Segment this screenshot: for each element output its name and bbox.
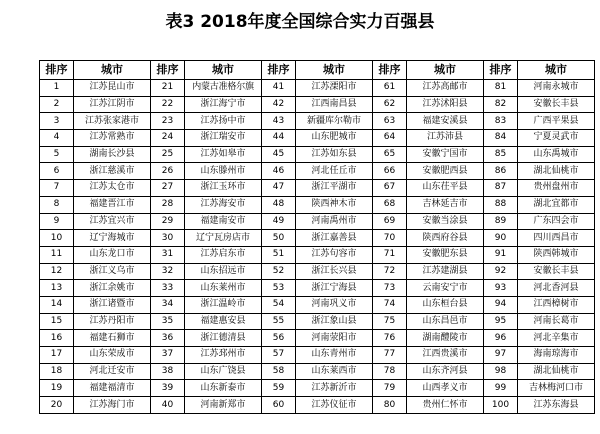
header-city: 城市	[296, 61, 373, 80]
city-cell: 山西孝义市	[407, 380, 484, 397]
table-row	[40, 313, 595, 330]
rank-cell: 95	[484, 313, 518, 330]
rank-cell: 49	[262, 213, 296, 230]
table-row	[40, 347, 595, 364]
rank-cell: 21	[151, 80, 185, 97]
rank-cell: 91	[484, 246, 518, 263]
rank-cell: 22	[151, 96, 185, 113]
rank-cell: 55	[262, 313, 296, 330]
city-cell: 江苏昆山市	[74, 80, 151, 97]
city-cell: 吉林延吉市	[407, 196, 484, 213]
city-cell: 江苏高邮市	[407, 80, 484, 97]
rank-cell: 97	[484, 347, 518, 364]
city-cell: 河南荥阳市	[296, 330, 373, 347]
rank-cell: 9	[40, 213, 74, 230]
city-cell: 海南琼海市	[518, 347, 595, 364]
rank-cell: 74	[373, 296, 407, 313]
header-city: 城市	[407, 61, 484, 80]
rank-cell: 85	[484, 146, 518, 163]
rank-cell: 16	[40, 330, 74, 347]
city-cell: 江苏溧阳市	[296, 80, 373, 97]
city-cell: 浙江慈溪市	[74, 163, 151, 180]
city-cell: 福建安溪县	[407, 113, 484, 130]
city-cell: 河南巩义市	[296, 296, 373, 313]
rank-cell: 81	[484, 80, 518, 97]
rank-cell: 89	[484, 213, 518, 230]
city-cell: 浙江玉环市	[185, 180, 262, 197]
city-cell: 广西平果县	[518, 113, 595, 130]
table-row	[40, 146, 595, 163]
city-cell: 浙江义乌市	[74, 263, 151, 280]
rank-cell: 15	[40, 313, 74, 330]
city-cell: 山东莱州市	[185, 280, 262, 297]
city-cell: 山东肥城市	[296, 130, 373, 147]
city-cell: 浙江海宁市	[185, 96, 262, 113]
ranking-table	[39, 60, 595, 414]
city-cell: 湖南醴陵市	[407, 330, 484, 347]
rank-cell: 5	[40, 146, 74, 163]
city-cell: 山东桓台县	[407, 296, 484, 313]
rank-cell: 72	[373, 263, 407, 280]
city-cell: 福建福清市	[74, 380, 151, 397]
rank-cell: 12	[40, 263, 74, 280]
rank-cell: 24	[151, 130, 185, 147]
city-cell: 湖北仙桃市	[518, 363, 595, 380]
rank-cell: 44	[262, 130, 296, 147]
rank-cell: 77	[373, 347, 407, 364]
header-city: 城市	[185, 61, 262, 80]
header-rank: 排序	[40, 61, 74, 80]
city-cell: 福建南安市	[185, 213, 262, 230]
header-city: 城市	[518, 61, 595, 80]
rank-cell: 2	[40, 96, 74, 113]
city-cell: 山东昌邑市	[407, 313, 484, 330]
city-cell: 河北香河县	[518, 280, 595, 297]
city-cell: 广东四会市	[518, 213, 595, 230]
city-cell: 河南长葛市	[518, 313, 595, 330]
city-cell: 福建石狮市	[74, 330, 151, 347]
city-cell: 江苏如皋市	[185, 146, 262, 163]
rank-cell: 84	[484, 130, 518, 147]
city-cell: 河南新郑市	[185, 397, 262, 414]
table-row	[40, 330, 595, 347]
rank-cell: 38	[151, 363, 185, 380]
header-rank: 排序	[262, 61, 296, 80]
city-cell: 江苏沛县	[407, 130, 484, 147]
table-row	[40, 180, 595, 197]
rank-cell: 35	[151, 313, 185, 330]
city-cell: 安徽长丰县	[518, 263, 595, 280]
rank-cell: 33	[151, 280, 185, 297]
rank-cell: 87	[484, 180, 518, 197]
city-cell: 辽宁海城市	[74, 230, 151, 247]
rank-cell: 62	[373, 96, 407, 113]
city-cell: 河南禹州市	[296, 213, 373, 230]
rank-cell: 93	[484, 280, 518, 297]
table-row	[40, 130, 595, 147]
rank-cell: 48	[262, 196, 296, 213]
rank-cell: 13	[40, 280, 74, 297]
city-cell: 江苏建湖县	[407, 263, 484, 280]
city-cell: 江苏宜兴市	[74, 213, 151, 230]
city-cell: 内蒙古准格尔旗	[185, 80, 262, 97]
city-cell: 山东招远市	[185, 263, 262, 280]
city-cell: 安徽长丰县	[518, 96, 595, 113]
rank-cell: 29	[151, 213, 185, 230]
rank-cell: 27	[151, 180, 185, 197]
city-cell: 贵州盘州市	[518, 180, 595, 197]
city-cell: 山东荣成市	[74, 347, 151, 364]
rank-cell: 52	[262, 263, 296, 280]
table-row	[40, 96, 595, 113]
rank-cell: 94	[484, 296, 518, 313]
city-cell: 山东齐河县	[407, 363, 484, 380]
rank-cell: 25	[151, 146, 185, 163]
city-cell: 陕西神木市	[296, 196, 373, 213]
rank-cell: 4	[40, 130, 74, 147]
rank-cell: 40	[151, 397, 185, 414]
table-row	[40, 230, 595, 247]
rank-cell: 23	[151, 113, 185, 130]
rank-cell: 19	[40, 380, 74, 397]
city-cell: 陕西韩城市	[518, 246, 595, 263]
table-row	[40, 163, 595, 180]
rank-cell: 28	[151, 196, 185, 213]
rank-cell: 1	[40, 80, 74, 97]
city-cell: 江苏如东县	[296, 146, 373, 163]
rank-cell: 57	[262, 347, 296, 364]
rank-cell: 37	[151, 347, 185, 364]
header-rank: 排序	[373, 61, 407, 80]
rank-cell: 7	[40, 180, 74, 197]
rank-cell: 31	[151, 246, 185, 263]
rank-cell: 98	[484, 363, 518, 380]
city-cell: 福建惠安县	[185, 313, 262, 330]
header-rank: 排序	[151, 61, 185, 80]
rank-cell: 68	[373, 196, 407, 213]
city-cell: 福建晋江市	[74, 196, 151, 213]
rank-cell: 36	[151, 330, 185, 347]
city-cell: 江苏太仓市	[74, 180, 151, 197]
rank-cell: 42	[262, 96, 296, 113]
rank-cell: 99	[484, 380, 518, 397]
rank-cell: 61	[373, 80, 407, 97]
rank-cell: 30	[151, 230, 185, 247]
city-cell: 宁夏灵武市	[518, 130, 595, 147]
rank-cell: 82	[484, 96, 518, 113]
city-cell: 湖北仙桃市	[518, 163, 595, 180]
city-cell: 浙江平湖市	[296, 180, 373, 197]
rank-cell: 41	[262, 80, 296, 97]
table-row	[40, 113, 595, 130]
city-cell: 安徽宁国市	[407, 146, 484, 163]
rank-cell: 18	[40, 363, 74, 380]
rank-cell: 43	[262, 113, 296, 130]
city-cell: 贵州仁怀市	[407, 397, 484, 414]
rank-cell: 34	[151, 296, 185, 313]
header-rank: 排序	[484, 61, 518, 80]
header-city: 城市	[74, 61, 151, 80]
city-cell: 山东茌平县	[407, 180, 484, 197]
rank-cell: 10	[40, 230, 74, 247]
city-cell: 山东龙口市	[74, 246, 151, 263]
rank-cell: 60	[262, 397, 296, 414]
city-cell: 江西贵溪市	[407, 347, 484, 364]
rank-cell: 3	[40, 113, 74, 130]
rank-cell: 63	[373, 113, 407, 130]
rank-cell: 88	[484, 196, 518, 213]
city-cell: 江苏海门市	[74, 397, 151, 414]
rank-cell: 54	[262, 296, 296, 313]
city-cell: 江苏句容市	[296, 246, 373, 263]
city-cell: 江西樟树市	[518, 296, 595, 313]
rank-cell: 8	[40, 196, 74, 213]
city-cell: 山东莱西市	[296, 363, 373, 380]
rank-cell: 26	[151, 163, 185, 180]
city-cell: 湖北宜都市	[518, 196, 595, 213]
city-cell: 浙江长兴县	[296, 263, 373, 280]
city-cell: 山东滕州市	[185, 163, 262, 180]
rank-cell: 56	[262, 330, 296, 347]
city-cell: 四川西昌市	[518, 230, 595, 247]
rank-cell: 73	[373, 280, 407, 297]
city-cell: 新疆库尔勒市	[296, 113, 373, 130]
table-header-row	[40, 61, 595, 80]
city-cell: 浙江温岭市	[185, 296, 262, 313]
rank-cell: 14	[40, 296, 74, 313]
table-row	[40, 280, 595, 297]
page-title: 表3 2018年度全国综合实力百强县	[165, 12, 435, 32]
city-cell: 江苏新沂市	[296, 380, 373, 397]
rank-cell: 59	[262, 380, 296, 397]
city-cell: 浙江象山县	[296, 313, 373, 330]
city-cell: 山东广饶县	[185, 363, 262, 380]
rank-cell: 78	[373, 363, 407, 380]
city-cell: 山东青州市	[296, 347, 373, 364]
rank-cell: 83	[484, 113, 518, 130]
city-cell: 江苏常熟市	[74, 130, 151, 147]
city-cell: 浙江宁海县	[296, 280, 373, 297]
rank-cell: 39	[151, 380, 185, 397]
city-cell: 吉林梅河口市	[518, 380, 595, 397]
rank-cell: 92	[484, 263, 518, 280]
city-cell: 安徽肥东县	[407, 246, 484, 263]
city-cell: 云南安宁市	[407, 280, 484, 297]
city-cell: 浙江诸暨市	[74, 296, 151, 313]
table-row	[40, 380, 595, 397]
table-row	[40, 213, 595, 230]
city-cell: 河北迁安市	[74, 363, 151, 380]
rank-cell: 6	[40, 163, 74, 180]
city-cell: 安徽肥西县	[407, 163, 484, 180]
city-cell: 江西南昌县	[296, 96, 373, 113]
rank-cell: 11	[40, 246, 74, 263]
city-cell: 陕西府谷县	[407, 230, 484, 247]
city-cell: 湖南长沙县	[74, 146, 151, 163]
table-row	[40, 196, 595, 213]
city-cell: 江苏海安市	[185, 196, 262, 213]
city-cell: 安徽当涂县	[407, 213, 484, 230]
rank-cell: 76	[373, 330, 407, 347]
rank-cell: 64	[373, 130, 407, 147]
city-cell: 江苏丹阳市	[74, 313, 151, 330]
table-row	[40, 246, 595, 263]
rank-cell: 45	[262, 146, 296, 163]
city-cell: 河北任丘市	[296, 163, 373, 180]
rank-cell: 46	[262, 163, 296, 180]
rank-cell: 66	[373, 163, 407, 180]
city-cell: 江苏沭阳县	[407, 96, 484, 113]
rank-cell: 50	[262, 230, 296, 247]
city-cell: 江苏扬中市	[185, 113, 262, 130]
rank-cell: 70	[373, 230, 407, 247]
rank-cell: 17	[40, 347, 74, 364]
rank-cell: 75	[373, 313, 407, 330]
city-cell: 江苏启东市	[185, 246, 262, 263]
rank-cell: 32	[151, 263, 185, 280]
city-cell: 山东新泰市	[185, 380, 262, 397]
table-row	[40, 80, 595, 97]
rank-cell: 90	[484, 230, 518, 247]
rank-cell: 86	[484, 163, 518, 180]
table-row	[40, 296, 595, 313]
city-cell: 河南永城市	[518, 80, 595, 97]
rank-cell: 100	[484, 397, 518, 414]
city-cell: 浙江余姚市	[74, 280, 151, 297]
city-cell: 江苏东海县	[518, 397, 595, 414]
city-cell: 江苏江阴市	[74, 96, 151, 113]
rank-cell: 51	[262, 246, 296, 263]
rank-cell: 69	[373, 213, 407, 230]
rank-cell: 67	[373, 180, 407, 197]
rank-cell: 58	[262, 363, 296, 380]
rank-cell: 71	[373, 246, 407, 263]
rank-cell: 96	[484, 330, 518, 347]
city-cell: 山东禹城市	[518, 146, 595, 163]
rank-cell: 47	[262, 180, 296, 197]
rank-cell: 53	[262, 280, 296, 297]
rank-cell: 20	[40, 397, 74, 414]
rank-cell: 65	[373, 146, 407, 163]
city-cell: 河北辛集市	[518, 330, 595, 347]
city-cell: 江苏仪征市	[296, 397, 373, 414]
rank-cell: 80	[373, 397, 407, 414]
table-row	[40, 263, 595, 280]
city-cell: 浙江嘉善县	[296, 230, 373, 247]
city-cell: 江苏邳州市	[185, 347, 262, 364]
city-cell: 浙江瑞安市	[185, 130, 262, 147]
rank-cell: 79	[373, 380, 407, 397]
table-row	[40, 397, 595, 414]
city-cell: 浙江德清县	[185, 330, 262, 347]
table-row	[40, 363, 595, 380]
table-body	[40, 80, 595, 414]
city-cell: 辽宁瓦房店市	[185, 230, 262, 247]
city-cell: 江苏张家港市	[74, 113, 151, 130]
